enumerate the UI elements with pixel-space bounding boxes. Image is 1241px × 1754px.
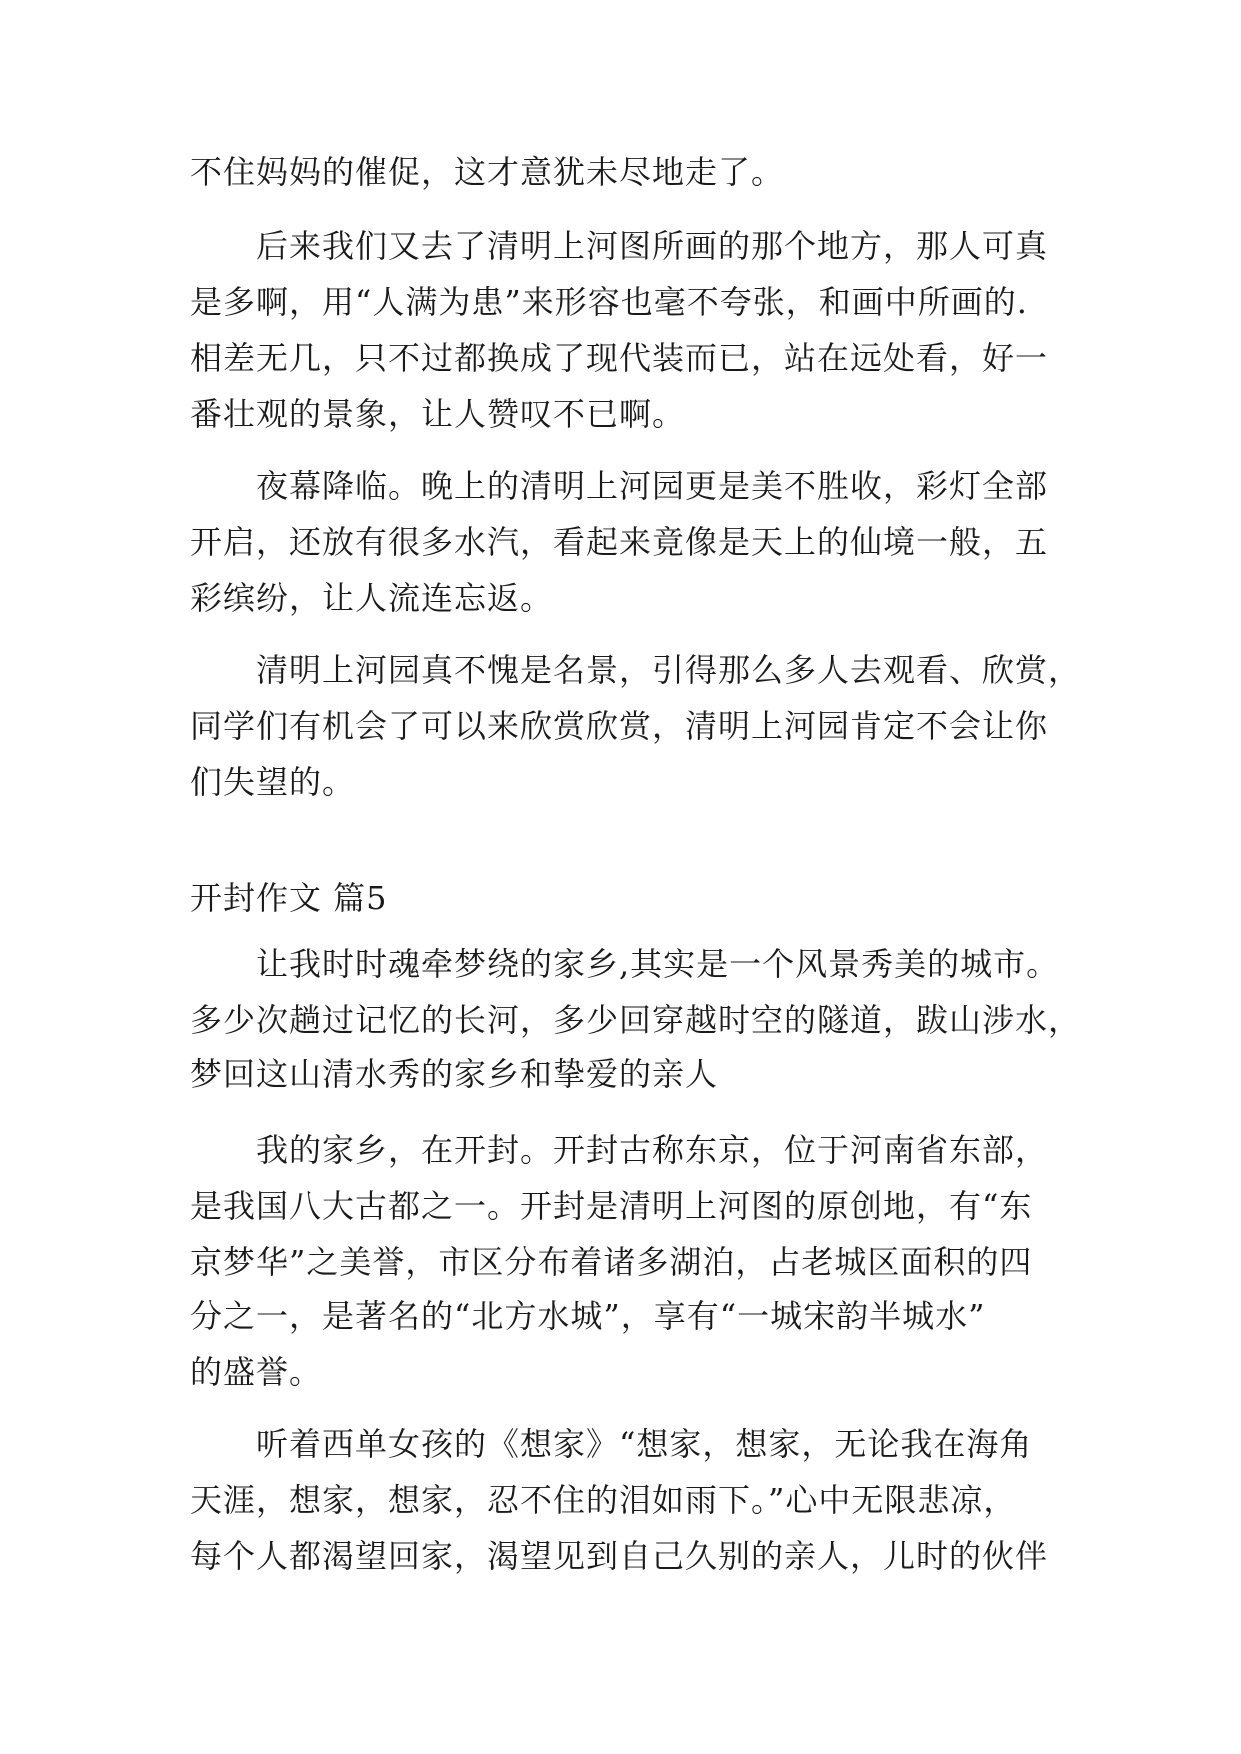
text-line: 番壮观的景象，让人赞叹不已啊。: [190, 395, 686, 433]
text-line: 天涯，想家，想家，忍不住的泪如雨下。”心中无限悲凉，: [190, 1481, 1017, 1519]
text-line: 是我国八大古都之一。开封是清明上河图的原创地，有“东: [190, 1187, 1033, 1225]
text-line: 京梦华”之美誉，市区分布着诸多湖泊，占老城区面积的四: [190, 1243, 1033, 1281]
paragraph-first-line: 后来我们又去了清明上河图所画的那个地方，那人可真: [256, 227, 1049, 265]
text-line: 多少次趟过记忆的长河，多少回穿越时空的隧道，跋山涉水，: [190, 1001, 1082, 1039]
text-line: 是多啊，用“人满为患”来形容也毫不夸张，和画中所画的.: [190, 283, 1028, 321]
text-line: 彩缤纷，让人流连忘返。: [190, 579, 554, 617]
text-line: 们失望的。: [190, 763, 356, 801]
text-line: 相差无几，只不过都换成了现代装而已，站在远处看，好一: [190, 339, 1049, 377]
paragraph-first-line: 让我时时魂牵梦绕的家乡,其实是一个风景秀美的城市。: [256, 945, 1060, 983]
text-line: 不住妈妈的催促，这才意犹未尽地走了。: [190, 153, 785, 191]
section-heading: 开封作文 篇5: [190, 879, 388, 917]
text-line: 的盛誉。: [190, 1353, 323, 1391]
text-line: 每个人都渴望回家，渴望见到自己久别的亲人，儿时的伙伴: [190, 1537, 1049, 1575]
paragraph-first-line: 清明上河园真不愧是名景，引得那么多人去观看、欣赏，: [256, 651, 1082, 689]
paragraph-first-line: 听着西单女孩的《想家》“想家，想家，无论我在海角: [256, 1425, 1033, 1463]
text-line: 开启，还放有很多水汽，看起来竟像是天上的仙境一般，五: [190, 523, 1049, 561]
text-line: 分之一，是著名的“北方水城”，享有“一城宋韵半城水”: [190, 1297, 986, 1335]
text-line: 同学们有机会了可以来欣赏欣赏，清明上河园肯定不会让你: [190, 707, 1049, 745]
paragraph-first-line: 夜幕降临。晚上的清明上河园更是美不胜收，彩灯全部: [256, 467, 1049, 505]
paragraph-first-line: 我的家乡，在开封。开封古称东京，位于河南省东部，: [256, 1131, 1049, 1169]
text-line: 梦回这山清水秀的家乡和挚爱的亲人: [190, 1055, 719, 1093]
